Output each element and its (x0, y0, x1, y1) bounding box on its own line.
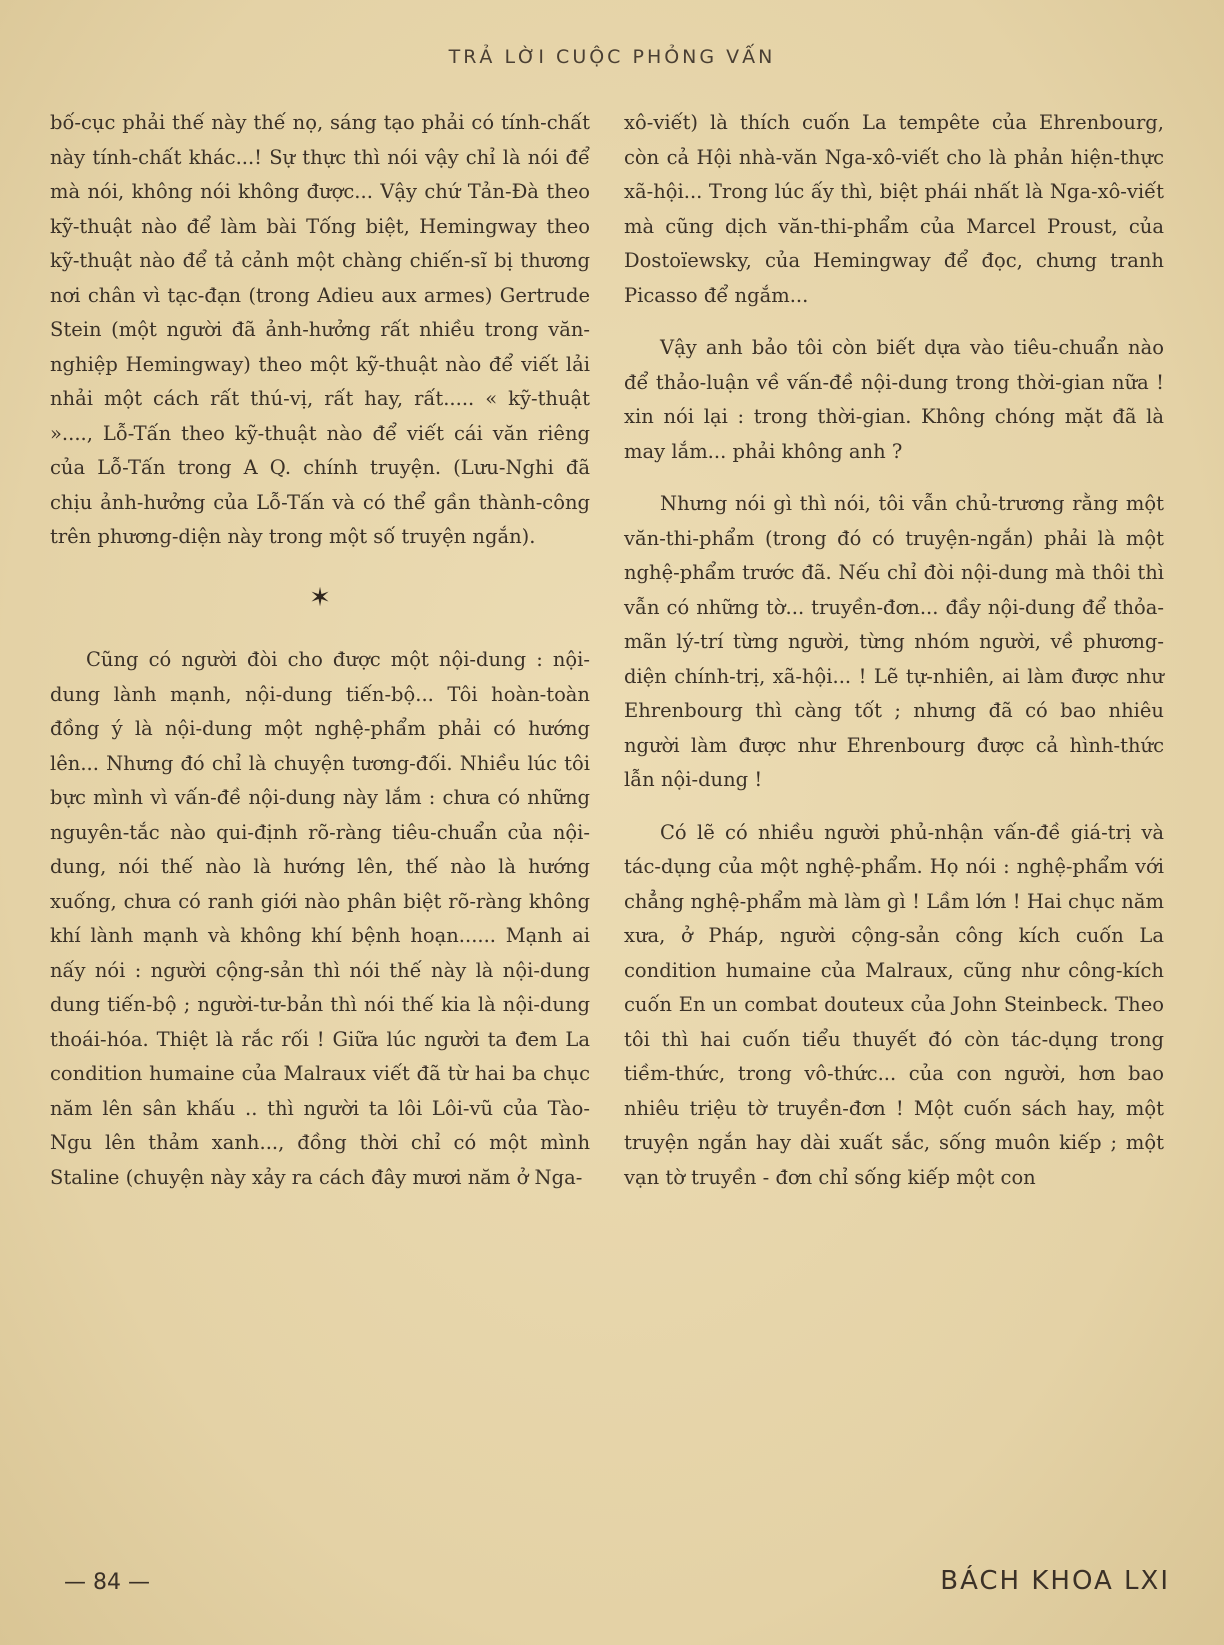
paragraph: Có lẽ có nhiều người phủ-nhận vấn-đề giá-trị và tác-dụng của một nghệ-phẩm. Họ nói : nghệ-phẩm với chẳng nghệ-phẩm mà làm gì ! Lầm lớn ! Hai chục năm xưa, ở Pháp, người cộng-sản công kích cuốn La condition humaine của Malraux, cũng như công-kích cuốn En un combat douteux của John Steinbeck. Theo tôi thì hai cuốn tiểu thuyết đó còn tác-dụng trong tiềm-thức, trong vô-thức... của con người, hơn bao nhiêu triệu tờ truyền-đơn ! Một cuốn sách hay, một truyện ngắn hay dài xuất sắc, sống muôn kiếp ; một vạn tờ truyền - đơn chỉ sống kiếp một con (624, 820, 1164, 1189)
paragraph: Nhưng nói gì thì nói, tôi vẫn chủ-trương rằng một văn-thi-phẩm (trong đó có truyện-ngắn) phải là một nghệ-phẩm trước đã. Nếu chỉ đòi nội-dung mà thôi thì vẫn có những tờ... truyền-đơn... đầy nội-dung để thỏa-mãn lý-trí từng người, từng nhóm người, về phương-diện chính-trị, xã-hội... ! Lẽ tự-nhiên, ai làm được như Ehrenbourg thì càng tốt ; nhưng đã có bao nhiêu người làm được như Ehrenbourg được cả hình-thức lẫn nội-dung ! (624, 492, 1164, 791)
paragraph: Vậy anh bảo tôi còn biết dựa vào tiêu-chuẩn nào để thảo-luận về vấn-đề nội-dung trong thời-gian nữa ! xin nói lại : trong thời-gian. Không chóng mặt đã là may lắm... phải không anh ? (624, 336, 1164, 463)
paragraph: xô-viết) là thích cuốn La tempête của Ehrenbourg, còn cả Hội nhà-văn Nga-xô-viết cho là phản hiện-thực xã-hội... Trong lúc ấy thì, biệt phái nhất là Nga-xô-viết mà cũng dịch văn-thi-phẩm của Marcel Proust, của Dostoïewsky, của Hemingway để đọc, chưng tranh Picasso để ngắm... (624, 111, 1164, 307)
right-column (624, 106, 1164, 1195)
left-column (50, 106, 590, 1195)
publication-name: BÁCH KHOA LXI (940, 1566, 1170, 1596)
section-separator-icon: ✶ (309, 582, 331, 613)
running-head: TRẢ LỜI CUỘC PHỎNG VẤN (448, 46, 776, 68)
page-number: — 84 — (64, 1570, 150, 1595)
paragraph: bố-cục phải thế này thế nọ, sáng tạo phải có tính-chất này tính-chất khác...! Sự thực thì nói vậy chỉ là nói để mà nói, không nói không được... Vậy chứ Tản-Đà theo kỹ-thuật nào để làm bài Tống biệt, Hemingway theo kỹ-thuật nào để tả cảnh một chàng chiến-sĩ bị thương nơi chân vì tạc-đạn (trong Adieu aux armes) Gertrude Stein (một người đã ảnh-hưởng rất nhiều trong văn-nghiệp Hemingway) theo một kỹ-thuật nào để viết lải nhải một cách rất thú-vị, rất hay, rất..... « kỹ-thuật »...., Lỗ-Tấn theo kỹ-thuật nào để viết cái văn riêng của Lỗ-Tấn trong A Q. chính truyện. (Lưu-Nghi đã chịu ảnh-hưởng của Lỗ-Tấn và có thể gần thành-công trên phương-diện này trong một số truyện ngắn). (50, 111, 590, 548)
paragraph: Cũng có người đòi cho được một nội-dung : nội-dung lành mạnh, nội-dung tiến-bộ... Tôi hoàn-toàn đồng ý là nội-dung một nghệ-phẩm phải có hướng lên... Nhưng đó chỉ là chuyện tương-đối. Nhiều lúc tôi bực mình vì vấn-đề nội-dung này lắm : chưa có những nguyên-tắc nào qui-định rõ-ràng tiêu-chuẩn của nội-dung, nói thế nào là hướng lên, thế nào là hướng xuống, chưa có ranh giới nào phân biệt rõ-ràng không khí lành mạnh và không khí bệnh hoạn...... Mạnh ai nấy nói : người cộng-sản thì nói thế này là nội-dung dung tiến-bộ ; người-tư-bản thì nói thế kia là nội-dung thoái-hóa. Thiệt là rắc rối ! Giữa lúc người ta đem La condition humaine của Malraux viết đã từ hai ba chục năm lên sân khấu .. thì người ta lôi Lôi-vũ của Tào-Ngu lên thảm xanh..., đồng thời chỉ có một mình Staline (chuyện này xảy ra cách đây mươi năm ở Nga- (50, 648, 590, 1189)
